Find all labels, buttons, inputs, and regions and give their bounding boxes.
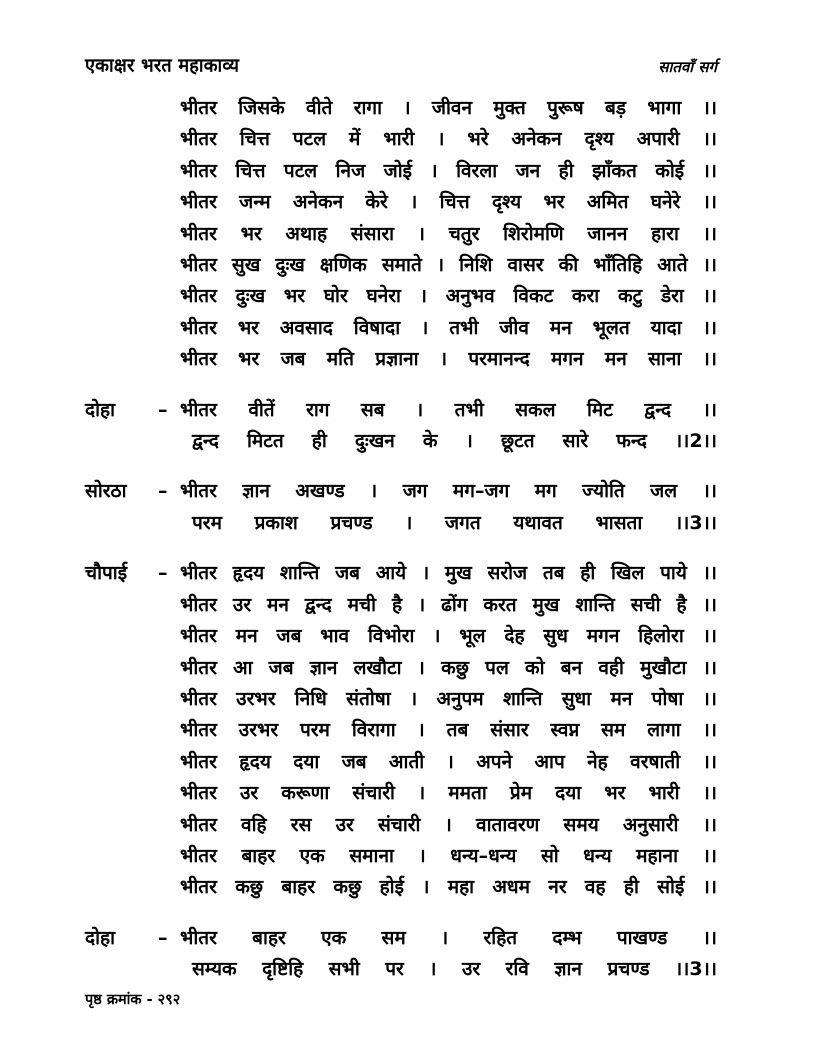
verse-line: भीतर जिसके वीते रागा । जीवन मुक्त पुरूष बड़ भागा ।। [180,97,717,119]
page-header [85,54,717,78]
verse-line: भीतर जन्म अनेकन केरे । चित्त दृश्य भर अमित घनेरे ।। [180,191,717,214]
label-dash: – [158,562,168,585]
label-dash: – [158,398,168,421]
verse-lines [180,558,717,903]
verse-form-label: दोहा [85,398,116,421]
label-dash: – [158,926,168,949]
verse-line: सम्यक दृष्टिहि सभी पर । उर रवि ज्ञान प्रचण्ड ।।3।। [192,958,717,981]
verse-line: भीतर सुख दुःख क्षणिक समाते । निशि वासर की भाँतिहि आते ।। [180,254,717,277]
verse-lines [180,93,717,376]
verse-form-label: दोहा [85,926,116,949]
verse-block-continuation [85,93,717,376]
verse-line: भीतर वीतें राग सब । तभी सकल मिट द्वन्द ।। [180,398,717,421]
verse-lines [180,923,717,986]
verse-form-label: सोरठा [85,480,127,503]
verse-block-soratha [85,476,717,539]
verse-lines [180,476,717,539]
verse-form-label: चौपाई [85,562,128,585]
chapter-title: सातवाँ सर्ग [658,58,717,76]
verse-line: भीतर उरभर निधि संतोषा । अनुपम शान्ति सुधा मन पोषा ।। [180,687,717,710]
verse-line: भीतर उरभर परम विरागा । तब संसार स्वप्न सम लागा ।। [180,719,717,742]
verse-line: भीतर हृदय शान्ति जब आये । मुख सरोज तब ही खिल पाये ।। [180,562,717,585]
page-number-label: पृष्ठ क्रमांक - २९२ [85,991,181,1008]
verse-line: भीतर वहि रस उर संचारी । वातावरण समय अनुसारी ।। [180,813,717,836]
verse-line: भीतर भर अथाह संसारा । चतुर शिरोमणि जानन हारा ।। [180,222,717,245]
verse-line: द्वन्द मिटत ही दुःखन के । छूटत सारे फन्द ।।2।। [192,430,717,453]
verse-block-chaupai [85,558,717,903]
verse-line: भीतर आ जब ज्ञान लखौटा । कछु पल को बन वही मुखौटा ।। [180,656,717,679]
verse-line: भीतर भर अवसाद विषादा । तभी जीव मन भूलत यादा ।। [180,316,717,339]
verse-line: भीतर चित्त पटल में भारी । भरे अनेकन दृश्य अपारी ।। [180,128,717,151]
verse-line: भीतर हृदय दया जब आती । अपने आप नेह वरषाती ।। [180,750,717,773]
verse-block-doha-2 [85,923,717,986]
verse-block-doha-1 [85,395,717,458]
verse-lines [180,395,717,458]
verse-line: परम प्रकाश प्रचण्ड । जगत यथावत भासता ।।3।। [192,511,717,534]
verse-line: भीतर ज्ञान अखण्ड । जग मग–जग मग ज्योति जल ।। [180,480,717,503]
verse-line: भीतर बाहर एक समाना । धन्य–धन्य सो धन्य महाना ।। [180,844,717,867]
book-title: एकाक्षर भरत महाकाव्य [85,54,240,77]
verse-line: भीतर उर मन द्वन्द मची है । ढोंग करत मुख शान्ति सची है ।। [180,593,717,616]
verse-line: भीतर कछु बाहर कछु होई । महा अधम नर वह ही सोई ।। [180,876,717,899]
verse-line: भीतर बाहर एक सम । रहित दम्भ पाखण्ड ।। [180,926,717,949]
label-dash: – [158,480,168,503]
verse-line: भीतर चित्त पटल निज जोई । विरला जन ही झाँकत कोई ।। [180,159,717,182]
verse-line: भीतर मन जब भाव विभोरा । भूल देह सुध मगन हिलोरा ।। [180,625,717,648]
verse-line: भीतर उर करूणा संचारी । ममता प्रेम दया भर भारी ।। [180,782,717,805]
verse-line: भीतर दुःख भर घोर घनेरा । अनुभव विकट करा कटु डेरा ।। [180,285,717,308]
verse-line: भीतर भर जब मति प्रज्ञाना । परमानन्द मगन मन साना ।। [180,348,717,371]
